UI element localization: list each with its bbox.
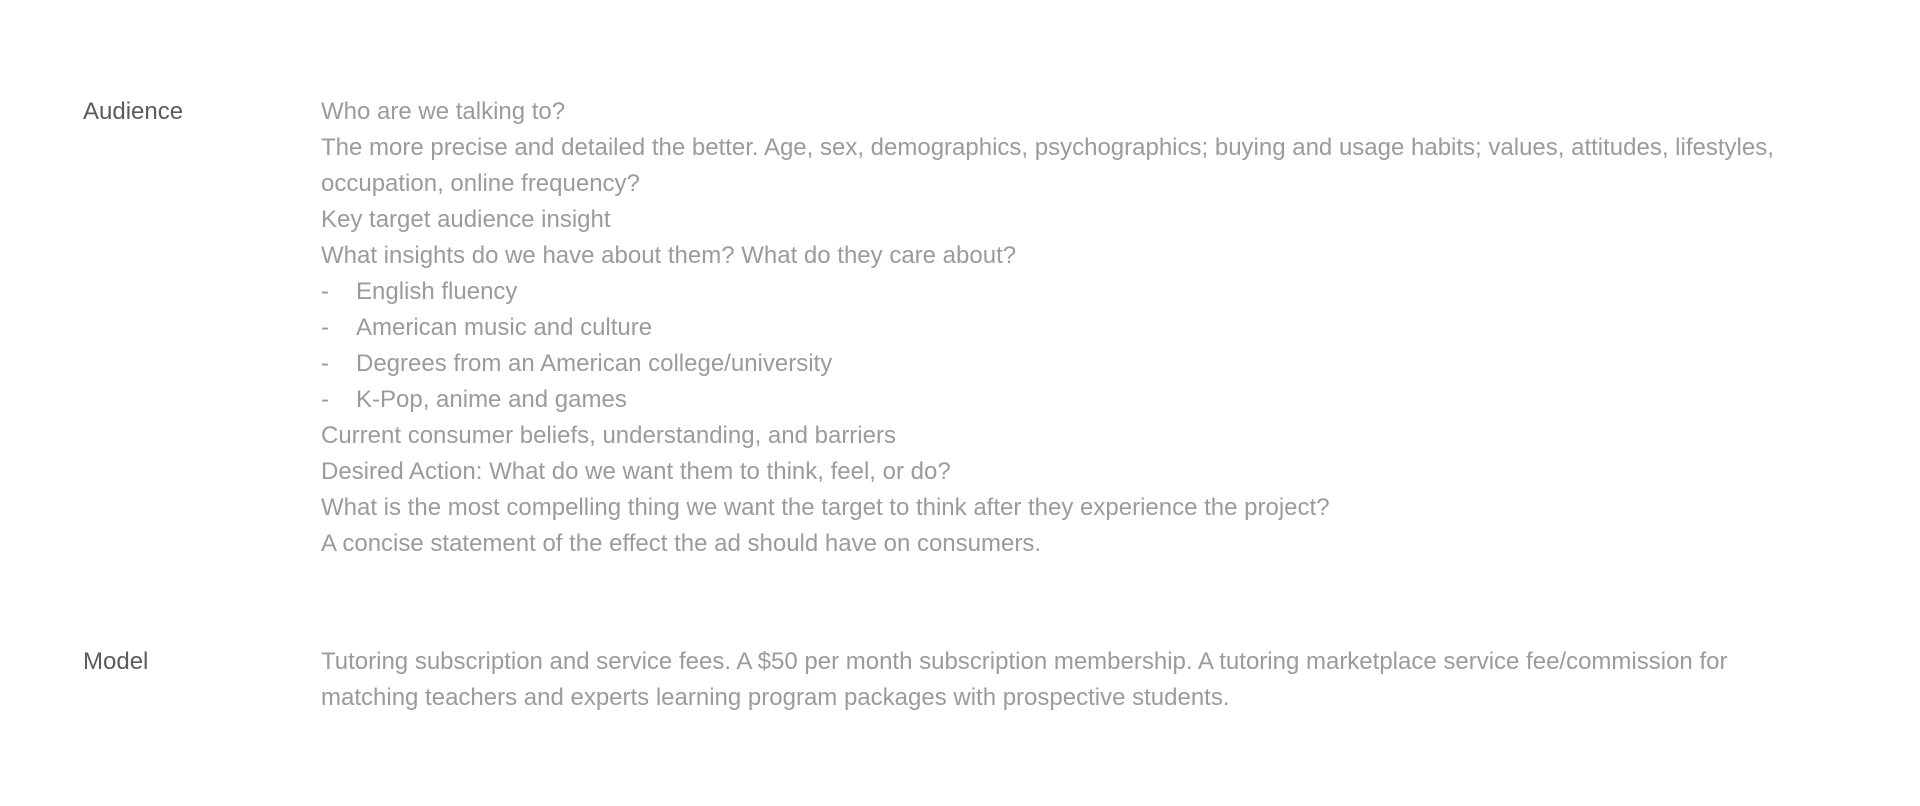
desired-action: Desired Action: What do we want them to think, feel, or do?: [321, 458, 951, 485]
list-item: [321, 310, 1801, 346]
audience-question: Who are we talking to?: [321, 98, 566, 125]
consumer-beliefs: Current consumer beliefs, understanding, and barriers: [321, 422, 896, 449]
list-item-text: K-Pop, anime and games: [356, 386, 627, 413]
bullet-marker: -: [321, 386, 329, 413]
bullet-marker: -: [321, 314, 329, 341]
audience-content: [321, 94, 1801, 562]
list-item: [321, 274, 1801, 310]
list-item: [321, 382, 1801, 418]
key-insight-heading: Key target audience insight: [321, 206, 611, 233]
list-item-text: Degrees from an American college/university: [356, 350, 833, 377]
model-content: [321, 644, 1801, 716]
audience-label: Audience: [83, 98, 184, 125]
audience-description: The more precise and detailed the better. Age, sex, demographics, psychographics; buying and usage habits; values, attitudes, lifestyles, occupation, online frequency?: [321, 134, 1774, 197]
bullet-marker: -: [321, 350, 329, 377]
bullet-marker: -: [321, 278, 329, 305]
insight-list: [321, 274, 1801, 418]
compelling-thing: What is the most compelling thing we want the target to think after they experience the project?: [321, 494, 1330, 521]
model-description: Tutoring subscription and service fees. A $50 per month subscription membership. A tutoring marketplace service fee/commission for matching teachers and experts learning program packages with prospective students.: [321, 648, 1728, 711]
effect-statement: A concise statement of the effect the ad should have on consumers.: [321, 530, 1041, 557]
model-label: Model: [83, 648, 149, 675]
list-item-text: American music and culture: [356, 314, 653, 341]
list-item: [321, 346, 1801, 382]
insight-question: What insights do we have about them? What do they care about?: [321, 242, 1017, 269]
list-item-text: English fluency: [356, 278, 518, 305]
